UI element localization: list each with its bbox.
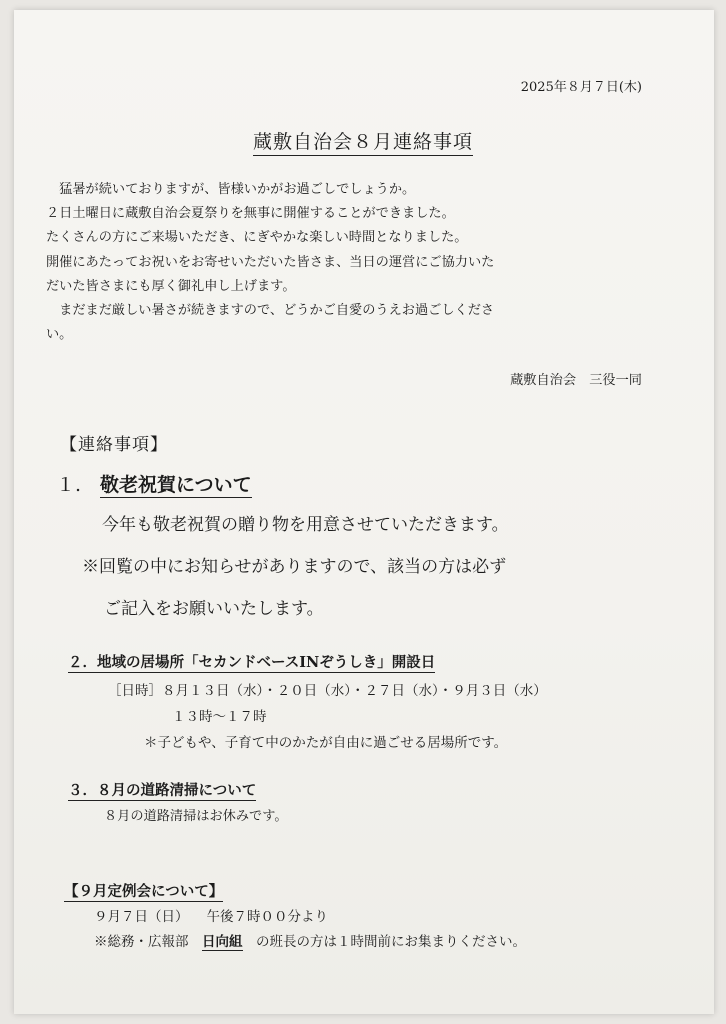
section2-body xyxy=(108,678,547,756)
section2-title-text: ２．地域の居場所「セカンドベースINぞうしき」開設日 xyxy=(68,654,436,671)
section3-title-text: ３．８月の道路清掃について xyxy=(68,782,257,799)
section4-title xyxy=(64,880,223,901)
intro-line: 猛暑が続いておりますが、皆様いかがお過ごしでしょうか。 xyxy=(46,182,416,197)
section1-line: 今年も敬老祝賀の贈り物を用意させていただきます。 xyxy=(102,515,509,535)
section2-title xyxy=(68,651,435,672)
intro-line: だいた皆さまにも厚く御礼申し上げます。 xyxy=(46,278,296,294)
notices-heading: 【連絡事項】 xyxy=(60,435,168,455)
section2-note: ＊子どもや、子育て中のかたが自由に過ごせる居場所です。 xyxy=(144,735,508,751)
intro-line: ２日土曜日に蔵敷自治会夏祭りを無事に開催することができました。 xyxy=(46,206,455,222)
intro-line: 開催にあたってお祝いをお寄せいただいた皆さま、当日の運営にご協力いた xyxy=(46,254,495,270)
section1-title-text: 敬老祝賀について xyxy=(100,474,252,496)
section1-body xyxy=(82,504,509,630)
intro-line: い。 xyxy=(46,327,73,343)
intro-paragraph xyxy=(46,178,494,347)
intro-line: まだまだ厳しい暑さが続きますので、どうかご自愛のうえお過ごしくださ xyxy=(46,303,495,319)
section4-body xyxy=(94,905,526,955)
intro-line: たくさんの方にご来場いただき、にぎやかな楽しい時間となりました。 xyxy=(46,230,468,246)
section1-line: ※回覧の中にお知らせがありますので、該当の方は必ず xyxy=(82,557,507,577)
section1-number: １. xyxy=(56,474,82,496)
notice-title xyxy=(0,127,726,154)
section4-note-prefix: ※総務・広報部 xyxy=(94,934,202,950)
section3-title xyxy=(68,779,256,800)
section4-note-group: 日向組 xyxy=(202,934,243,950)
section4-schedule xyxy=(94,905,526,930)
section1-line: ご記入をお願いいたします。 xyxy=(104,599,324,619)
section3-body: ８月の道路清掃はお休みです。 xyxy=(104,809,288,824)
section2-dates: ［日時］８月１３日（水）・２０日（水）・２７日（水）・９月３日（水） xyxy=(108,683,547,699)
section4-note-suffix: の班長の方は１時間前にお集まりください。 xyxy=(242,934,526,950)
section2-time: １３時～１７時 xyxy=(172,709,267,725)
section4-time: 午後７時００分より xyxy=(206,909,328,925)
section1-title xyxy=(56,470,252,497)
notice-title-text: 蔵敷自治会８月連絡事項 xyxy=(253,131,473,156)
section4-note xyxy=(94,930,526,955)
signature: 蔵敷自治会 三役一同 xyxy=(510,373,642,388)
notice-date: 2025年８月７日(木) xyxy=(520,80,642,95)
section4-date: ９月７日（日） xyxy=(94,909,189,925)
section4-title-text: 【９月定例会について】 xyxy=(64,883,224,900)
